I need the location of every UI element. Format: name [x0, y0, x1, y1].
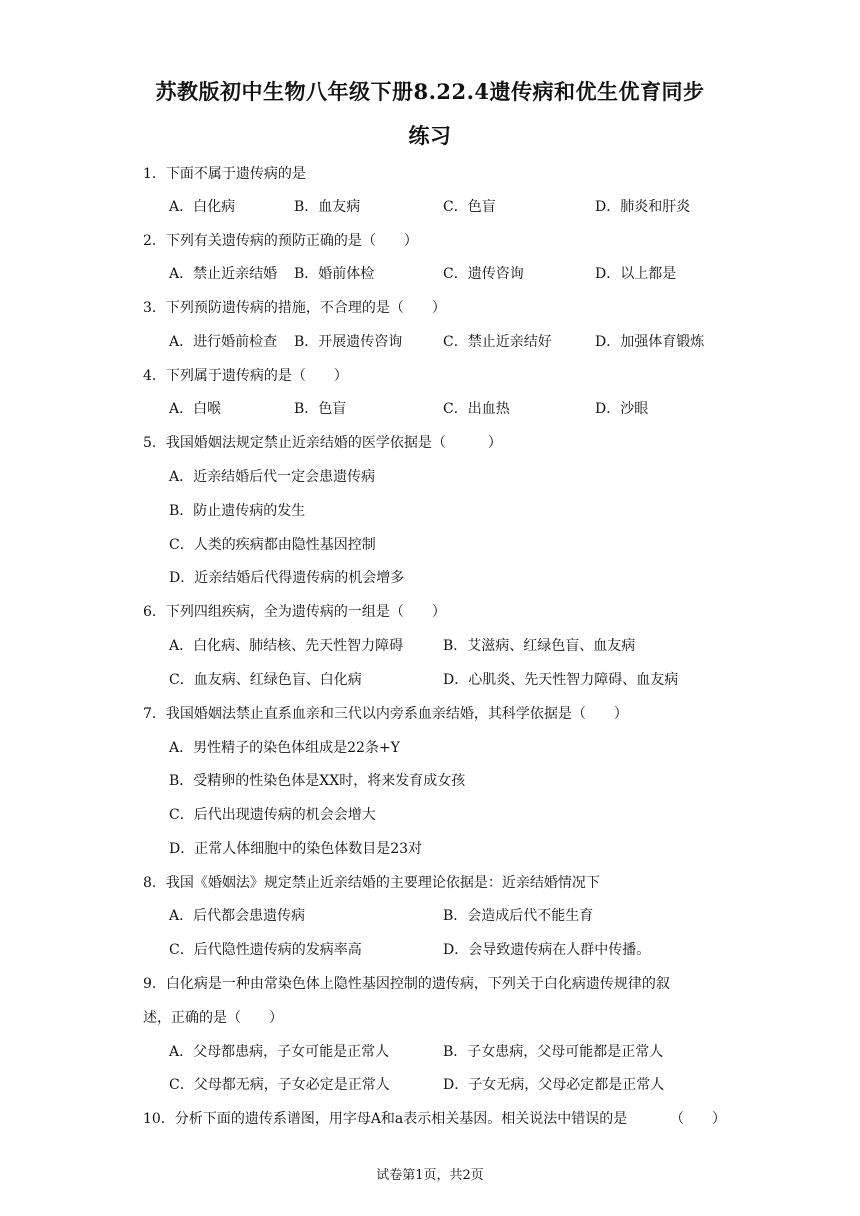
- question-1-stem: 1．下面不属于遗传病的是: [143, 166, 306, 182]
- question-7-option-b: B．受精卵的性染色体是XX时，将来发育成女孩: [169, 773, 466, 789]
- question-9-stem-line-2: 述，正确的是（ ）: [143, 1010, 283, 1026]
- question-3-option-c: C．禁止近亲结好: [443, 334, 552, 350]
- question-7-option-d: D．正常人体细胞中的染色体数目是23对: [169, 841, 423, 857]
- question-10-stem: 10．分析下面的遗传系谱图，用字母A和a表示相关基因。相关说法中错误的是: [143, 1111, 628, 1127]
- question-8-option-b: B．会造成后代不能生育: [443, 908, 594, 924]
- question-2-option-c: C．遗传咨询: [443, 266, 524, 282]
- question-5-option-c: C．人类的疾病都由隐性基因控制: [169, 537, 376, 553]
- question-8-option-a: A．后代都会患遗传病: [169, 908, 306, 924]
- question-3-option-a: A．进行婚前检查: [169, 334, 278, 350]
- question-5-option-a: A．近亲结婚后代一定会患遗传病: [169, 469, 376, 485]
- question-4-option-c: C．出血热: [443, 401, 510, 417]
- question-9-option-d: D．子女无病，父母必定都是正常人: [443, 1077, 665, 1093]
- question-9-option-b: B．子女患病，父母可能都是正常人: [443, 1044, 664, 1060]
- page-footer: 试卷第1页，共2页: [376, 1168, 484, 1183]
- question-3-option-d: D．加强体育锻炼: [595, 334, 705, 350]
- question-4-stem: 4．下列属于遗传病的是（ ）: [143, 368, 348, 384]
- question-7-option-c: C．后代出现遗传病的机会会增大: [169, 807, 376, 823]
- question-3-option-b: B．开展遗传咨询: [294, 334, 403, 350]
- question-8-option-d: D．会导致遗传病在人群中传播。: [443, 942, 651, 958]
- question-2-option-b: B．婚前体检: [294, 266, 375, 282]
- question-5-option-b: B．防止遗传病的发生: [169, 503, 306, 519]
- question-5-option-d: D．近亲结婚后代得遗传病的机会增多: [169, 570, 405, 586]
- question-4-option-b: B．色盲: [294, 401, 347, 417]
- question-2-option-d: D．以上都是: [595, 266, 677, 282]
- question-9-option-c: C．父母都无病，子女必定是正常人: [169, 1077, 390, 1093]
- question-1-option-b: B．血友病: [294, 199, 361, 215]
- question-6-option-c: C．血友病、红绿色盲、白化病: [169, 672, 362, 688]
- question-7-stem: 7．我国婚姻法禁止直系血亲和三代以内旁系血亲结婚，其科学依据是（ ）: [143, 706, 628, 722]
- question-10-answer-paren: （ ）: [670, 1111, 726, 1127]
- question-1-option-a: A．白化病: [169, 199, 236, 215]
- question-9-stem-line-1: 9．白化病是一种由常染色体上隐性基因控制的遗传病，下列关于白化病遗传规律的叙: [143, 976, 670, 992]
- question-9-option-a: A．父母都患病，子女可能是正常人: [169, 1044, 390, 1060]
- question-6-stem: 6．下列四组疾病，全为遗传病的一组是（ ）: [143, 604, 446, 620]
- question-2-stem: 2．下列有关遗传病的预防正确的是（ ）: [143, 233, 418, 249]
- question-7-option-a: A．男性精子的染色体组成是22条+Y: [169, 740, 400, 756]
- question-1-option-c: C．色盲: [443, 199, 496, 215]
- title-line-2: 练习: [408, 123, 452, 148]
- question-6-option-d: D．心肌炎、先天性智力障碍、血友病: [443, 672, 679, 688]
- question-4-option-d: D．沙眼: [595, 401, 649, 417]
- question-2-option-a: A．禁止近亲结婚: [169, 266, 278, 282]
- question-6-option-a: A．白化病、肺结核、先天性智力障碍: [169, 638, 404, 654]
- title-line-1: 苏教版初中生物八年级下册8.22.4遗传病和优生优育同步: [155, 79, 705, 104]
- question-1-option-d: D．肺炎和肝炎: [595, 199, 691, 215]
- question-6-option-b: B．艾滋病、红绿色盲、血友病: [443, 638, 636, 654]
- question-4-option-a: A．白喉: [169, 401, 222, 417]
- question-3-stem: 3．下列预防遗传病的措施，不合理的是（ ）: [143, 300, 446, 316]
- question-8-stem: 8．我国《婚姻法》规定禁止近亲结婚的主要理论依据是：近亲结婚情况下: [143, 875, 600, 891]
- question-8-option-c: C．后代隐性遗传病的发病率高: [169, 942, 362, 958]
- question-5-stem: 5．我国婚姻法规定禁止近亲结婚的医学依据是（ ）: [143, 435, 502, 451]
